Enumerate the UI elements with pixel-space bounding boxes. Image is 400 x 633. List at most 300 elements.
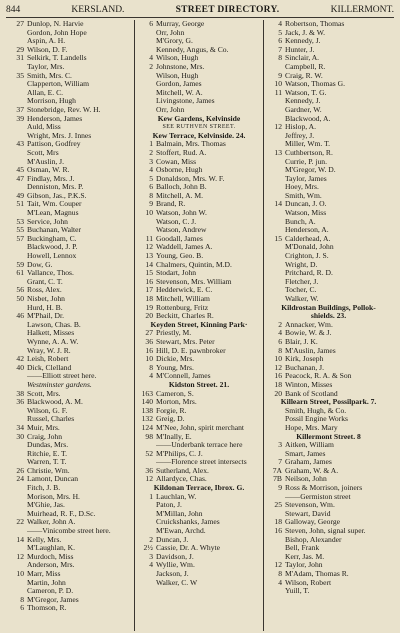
directory-entry — [138, 29, 260, 38]
resident-name: Russel, Charles — [27, 415, 75, 424]
house-number — [267, 286, 285, 295]
directory-entry — [138, 72, 260, 81]
house-number — [138, 226, 156, 235]
house-number: 12 — [145, 243, 153, 252]
house-number: 1 — [149, 140, 153, 149]
resident-name: Bishop, Alexander — [285, 535, 342, 544]
resident-name: ——Underbank terrace here — [156, 441, 243, 450]
resident-name: Grant, C. T. — [27, 277, 63, 286]
resident-name: Watson, Miss — [285, 209, 327, 218]
directory-entry — [138, 252, 260, 261]
directory-entry — [267, 364, 390, 373]
resident-name: Taylor, James — [285, 174, 327, 183]
directory-entry — [138, 20, 260, 29]
house-number: 3 — [149, 157, 153, 166]
resident-name: Christie, Wm. — [27, 466, 70, 475]
house-number: 25 — [274, 501, 282, 510]
house-number: 10 — [274, 80, 282, 89]
house-number: 3 — [278, 441, 282, 450]
directory-entry — [267, 501, 390, 510]
resident-name: ——Germiston street — [285, 492, 351, 501]
directory-entry — [138, 226, 260, 235]
house-number: 36 — [145, 337, 153, 346]
house-number: 9 — [278, 71, 282, 80]
house-number — [9, 278, 27, 287]
house-number — [267, 553, 285, 562]
house-number: 4 — [278, 578, 282, 587]
house-number — [267, 510, 285, 519]
resident-name: Young, Geo. B. — [156, 252, 204, 261]
resident-name: Osborne, Hugh — [156, 166, 203, 175]
directory-entry — [267, 63, 390, 72]
resident-name: M'Connell, James — [156, 372, 211, 381]
resident-name: Findlay, Mrs. J. — [27, 174, 75, 183]
house-number — [9, 501, 27, 510]
house-number — [138, 441, 156, 450]
house-number — [9, 29, 27, 38]
resident-name: Ross, Alex. — [27, 286, 62, 295]
directory-entry — [267, 97, 390, 106]
directory-entry — [267, 235, 390, 244]
house-number — [138, 510, 156, 519]
resident-name: Dow, G. — [27, 260, 53, 269]
directory-entry — [9, 364, 131, 373]
directory-entry — [138, 501, 260, 510]
directory-entry — [138, 80, 260, 89]
directory-entry — [267, 89, 390, 98]
resident-name: Jackson, J. — [156, 570, 189, 578]
house-number: 3 — [149, 552, 153, 561]
directory-entry — [9, 209, 131, 218]
house-number: 2 — [278, 320, 282, 329]
resident-name: M'Inally, E. — [156, 432, 192, 441]
house-number: 31 — [16, 54, 24, 63]
resident-name: Stonebridge, Rev. W. H. — [27, 105, 101, 114]
house-number — [138, 72, 156, 81]
directory-entry — [9, 484, 131, 493]
directory-entry — [267, 20, 390, 29]
resident-name: M'Gregor, James — [27, 595, 79, 604]
directory-entry — [138, 200, 260, 209]
directory-entry — [138, 355, 260, 364]
directory-entry — [267, 570, 390, 579]
street-heading: Kew Terrace, Kelvinside. 24. — [152, 131, 246, 140]
house-number — [267, 424, 285, 433]
resident-name: Morrison, Hugh — [27, 97, 76, 106]
directory-entry — [138, 536, 260, 545]
house-number: 16 — [145, 346, 153, 355]
house-number — [9, 80, 27, 89]
resident-name: Johnstone, Mrs. — [156, 62, 205, 71]
house-number: 20 — [274, 389, 282, 398]
resident-name: ——Vinicombe street here. — [27, 527, 111, 536]
directory-entry — [267, 54, 390, 63]
resident-name: Greig, D. — [156, 415, 185, 424]
house-number — [9, 158, 27, 167]
house-number — [138, 89, 156, 98]
directory-entry — [267, 200, 390, 209]
directory-entry — [138, 235, 260, 244]
directory-entry — [267, 450, 390, 459]
resident-name: M'Ewan, Archd. — [156, 527, 206, 536]
resident-name: Morton, Mrs. — [156, 398, 197, 407]
house-number: 36 — [16, 398, 24, 407]
resident-name: Crighton, J. S. — [285, 252, 329, 261]
directory-entry — [138, 433, 260, 442]
street-heading: Kew Gardens, Kelvinside — [157, 114, 241, 123]
house-number: 12 — [274, 363, 282, 372]
house-number: 17 — [145, 286, 153, 295]
resident-name: M'Gregor, W. D. — [285, 166, 336, 175]
house-number: 4 — [149, 372, 153, 381]
resident-name: Graham, W. & A. — [285, 466, 339, 475]
directory-entry — [267, 226, 390, 235]
house-number: 4 — [278, 20, 282, 28]
house-number: 36 — [145, 466, 153, 475]
resident-name: Walker, John A. — [27, 518, 76, 527]
resident-name: Aspin, A. H. — [27, 37, 66, 46]
directory-entry — [267, 166, 390, 175]
house-number: 27 — [16, 20, 24, 28]
house-number — [267, 115, 285, 124]
resident-name: Sutherland, Alex. — [156, 466, 209, 475]
resident-name: Murdoch, Miss — [27, 552, 74, 561]
resident-name: Tocher, C. — [285, 286, 317, 295]
directory-entry — [138, 286, 260, 295]
resident-name: Howell, Lennox — [27, 252, 77, 261]
directory-entry — [138, 493, 260, 502]
house-number — [9, 587, 27, 596]
column-2 — [135, 20, 264, 631]
house-number: 39 — [16, 114, 24, 123]
house-number: 163 — [141, 389, 153, 398]
house-number: 34 — [16, 423, 24, 432]
house-number: 52 — [145, 449, 153, 458]
directory-entry — [9, 312, 131, 321]
resident-name: Thomson, R. — [27, 604, 67, 613]
directory-entry — [9, 183, 131, 192]
resident-name: Cameron, P. D. — [27, 587, 74, 596]
resident-name: Martin, John — [27, 578, 66, 587]
directory-entry — [267, 493, 390, 502]
house-number — [9, 243, 27, 252]
directory-entry — [9, 261, 131, 270]
directory-entry — [9, 561, 131, 570]
resident-name: Mitchell, William — [156, 295, 210, 303]
resident-name: Allardyce, Chas. — [156, 475, 207, 484]
directory-entry — [267, 252, 390, 261]
house-number — [9, 561, 27, 570]
house-number — [267, 295, 285, 304]
resident-name: Yuill, T. — [285, 587, 310, 596]
house-number — [267, 243, 285, 252]
house-number — [9, 493, 27, 502]
directory-entry — [267, 338, 390, 347]
directory-entry — [9, 493, 131, 502]
resident-name: Smith, Wm. — [285, 191, 322, 200]
directory-entry — [138, 140, 260, 149]
house-number — [9, 63, 27, 72]
directory-entry — [138, 441, 260, 450]
house-number: 18 — [274, 518, 282, 527]
directory-entry — [267, 37, 390, 46]
house-number: 37 — [16, 105, 24, 114]
house-number: 98 — [145, 432, 153, 441]
resident-name: Blackwood, J. P. — [27, 243, 78, 252]
house-number — [9, 579, 27, 588]
house-number — [267, 132, 285, 141]
directory-entry — [267, 329, 390, 338]
resident-name: Dundas, Mrs. — [27, 441, 69, 450]
house-number: 8 — [149, 363, 153, 372]
resident-name: Dick, Clelland — [27, 363, 72, 372]
directory-entry — [267, 132, 390, 141]
house-number: 6 — [20, 604, 24, 613]
directory-entry — [9, 475, 131, 484]
directory-entry — [9, 286, 131, 295]
resident-name: Pattison, Godfrey — [27, 140, 81, 149]
resident-name: Sinclair, A. — [285, 54, 320, 63]
directory-entry — [9, 166, 131, 175]
directory-entry — [267, 46, 390, 55]
house-number: 13 — [274, 148, 282, 157]
house-number: 2 — [149, 62, 153, 71]
directory-entry — [267, 510, 390, 519]
resident-name: Wilson, G. F. — [27, 406, 68, 415]
house-number: 8 — [20, 595, 24, 604]
resident-name: Scott, Mrs. — [27, 389, 61, 398]
directory-entry — [138, 63, 260, 72]
house-number: 140 — [141, 398, 153, 407]
house-number: 59 — [16, 260, 24, 269]
house-number — [138, 37, 156, 46]
directory-entry — [267, 536, 390, 545]
resident-name: Wilson, Hugh — [156, 71, 199, 80]
house-number — [9, 329, 27, 338]
house-number — [9, 338, 27, 347]
resident-name: Cuthbertson, R. — [285, 148, 333, 157]
directory-entry — [267, 286, 390, 295]
house-number: 4 — [278, 329, 282, 338]
header-right: KILLERMONT. — [330, 5, 394, 15]
resident-name: Wright, D. — [285, 260, 318, 269]
house-number: 22 — [16, 518, 24, 527]
house-number: 7 — [278, 45, 282, 54]
house-number — [138, 458, 156, 467]
directory-entry — [138, 347, 260, 356]
house-number: 26 — [16, 466, 24, 475]
house-number: 124 — [141, 423, 153, 432]
house-number: 40 — [16, 363, 24, 372]
house-number — [267, 407, 285, 416]
house-number — [267, 269, 285, 278]
house-number — [267, 140, 285, 149]
resident-name: Kennedy, Angus, & Co. — [156, 45, 229, 54]
directory-entry — [9, 63, 131, 72]
directory-entry — [9, 304, 131, 313]
resident-name: Kennedy, J. — [285, 37, 321, 46]
house-number — [9, 510, 27, 519]
house-number: 6 — [278, 37, 282, 46]
house-number: 30 — [16, 432, 24, 441]
house-number — [138, 570, 156, 579]
page-header — [6, 3, 394, 18]
directory-entry — [9, 372, 131, 381]
house-number: 2 — [149, 535, 153, 544]
house-number: 12 — [274, 123, 282, 132]
directory-entry — [138, 450, 260, 459]
column-3 — [264, 20, 393, 631]
directory-entry — [138, 106, 260, 115]
directory-entry — [9, 433, 131, 442]
resident-name: Waddell, James A. — [156, 243, 213, 252]
directory-entry — [267, 321, 390, 330]
directory-entry — [138, 570, 260, 579]
resident-name: Fitch, J. B. — [27, 484, 61, 493]
resident-name: Blackwood, A. — [285, 114, 331, 123]
house-number: 7B — [273, 475, 282, 484]
directory-entry — [267, 441, 390, 450]
directory-entry — [9, 37, 131, 46]
resident-name: Calderhead, A. — [285, 234, 331, 243]
directory-entry — [9, 295, 131, 304]
page-number: 844 — [6, 5, 21, 15]
resident-name: Walker, W. — [285, 295, 319, 303]
house-number: 138 — [141, 406, 153, 415]
resident-name: Wilson, Robert — [285, 578, 332, 587]
directory-entry — [267, 347, 390, 356]
resident-name: Buchanan, J. — [285, 363, 325, 372]
directory-entry — [138, 329, 260, 338]
directory-entry — [267, 80, 390, 89]
directory-entry — [267, 218, 390, 227]
directory-entry — [9, 115, 131, 124]
house-number: 12 — [145, 475, 153, 484]
house-number: 10 — [274, 355, 282, 364]
directory-entry — [267, 115, 390, 124]
directory-entry — [267, 158, 390, 167]
house-number — [138, 501, 156, 510]
resident-name: Bowie, W. & J. — [285, 329, 332, 338]
resident-name: Possil Engine Works — [285, 415, 348, 424]
directory-entry — [138, 243, 260, 252]
directory-entry — [9, 226, 131, 235]
house-number — [9, 132, 27, 141]
directory-entry — [9, 243, 131, 252]
resident-name: Marr, Miss — [27, 570, 61, 578]
resident-name: Gardner, W. — [285, 105, 322, 114]
resident-name: Smith, Hugh, & Co. — [285, 406, 347, 415]
directory-entry — [267, 278, 390, 287]
directory-entry — [9, 544, 131, 553]
directory-entry — [267, 527, 390, 536]
directory-entry — [138, 278, 260, 287]
resident-name: Smart, James — [285, 449, 326, 458]
directory-entry — [9, 467, 131, 476]
directory-entry — [9, 604, 131, 613]
house-number: 56 — [16, 286, 24, 295]
resident-name: Donaldson, Mrs. W. F. — [156, 174, 225, 183]
resident-name: Muirhead, R. F., D.Sc. — [27, 509, 96, 518]
directory-entry — [138, 166, 260, 175]
house-number — [9, 97, 27, 106]
directory-entry — [138, 183, 260, 192]
directory-entry — [267, 372, 390, 381]
resident-name: Pritchard, R. D. — [285, 269, 333, 278]
house-number: 11 — [274, 88, 282, 97]
house-number: 2 — [149, 148, 153, 157]
house-number: 2½ — [143, 544, 153, 553]
house-number — [9, 372, 27, 381]
house-number — [9, 321, 27, 330]
directory-entry — [138, 579, 260, 588]
directory-entry — [9, 553, 131, 562]
resident-name: Lawson, Chas. B. — [27, 320, 81, 329]
directory-entry — [267, 183, 390, 192]
house-number — [9, 347, 27, 356]
house-number — [9, 407, 27, 416]
resident-name: Duncan, J. — [156, 535, 189, 544]
directory-entry — [267, 467, 390, 476]
house-number: 16 — [274, 527, 282, 536]
house-number: 61 — [16, 269, 24, 278]
directory-entry — [9, 398, 131, 407]
resident-name: Bell, Frank — [285, 544, 320, 553]
house-number: 8 — [278, 54, 282, 63]
house-number — [9, 89, 27, 98]
resident-name: Gibson, Jas., P.K.S. — [27, 191, 87, 200]
house-number: 5 — [278, 28, 282, 37]
house-number — [9, 484, 27, 493]
directory-entry — [9, 140, 131, 149]
resident-name: Muir, Mrs. — [27, 423, 60, 432]
house-number: 24 — [16, 475, 24, 484]
directory-entry — [138, 467, 260, 476]
directory-entry — [138, 527, 260, 536]
resident-name: M'Donald, John — [285, 243, 334, 252]
house-number: 8 — [149, 191, 153, 200]
house-number: 43 — [16, 140, 24, 149]
directory-entry — [138, 175, 260, 184]
resident-name: Auld, Miss — [27, 123, 61, 132]
directory-entry — [138, 209, 260, 218]
directory-entry — [138, 312, 260, 321]
resident-name: Balmain, Mrs. Thomas — [156, 140, 226, 149]
resident-name: Hill, D. E. pawnbroker — [156, 346, 226, 355]
house-number — [267, 252, 285, 261]
directory-entry — [267, 484, 390, 493]
house-number — [138, 46, 156, 55]
resident-name: Mitchell, A. M. — [156, 191, 204, 200]
resident-name: Goodall, James — [156, 234, 203, 243]
house-number — [138, 106, 156, 115]
directory-entry — [9, 218, 131, 227]
resident-name: Jeffrey, J. — [285, 131, 315, 140]
resident-name: Warren, T. T. — [27, 458, 67, 467]
house-number: 55 — [16, 226, 24, 235]
house-number: 11 — [145, 234, 153, 243]
directory-entry — [138, 338, 260, 347]
directory-entry — [9, 518, 131, 527]
house-number: 14 — [16, 535, 24, 544]
directory-entry — [267, 269, 390, 278]
resident-name: Wilson, Hugh — [156, 54, 199, 63]
house-number: 10 — [145, 355, 153, 364]
resident-name: Mitchell, W. A. — [156, 88, 203, 97]
resident-name: M'Ghie, Jas. — [27, 501, 65, 510]
house-number: 9 — [278, 484, 282, 493]
resident-name: Gordon, John Hope — [27, 28, 87, 37]
